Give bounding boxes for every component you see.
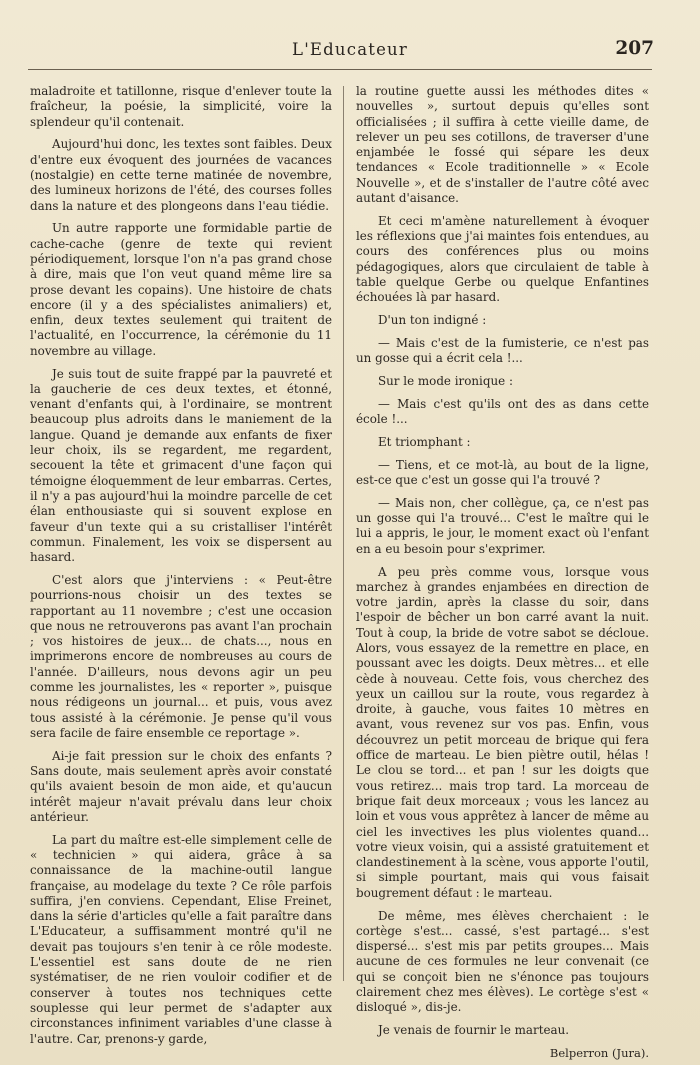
dialogue-line: — Mais c'est de la fumisterie, ce n'est pas un gosse qui a écrit cela !... bbox=[356, 335, 649, 366]
paragraph: Je venais de fournir le marteau. bbox=[378, 1023, 570, 1038]
page-header bbox=[0, 40, 700, 64]
right-column bbox=[356, 84, 649, 1061]
journal-title: L'Educateur bbox=[292, 40, 408, 59]
paragraph: Je suis tout de suite frappé par la pauvreté et la gaucherie de ces deux textes, et étonné, venant d'enfants qui, à l'ordinaire, se montrent beaucoup plus adroits dans le maniement de la langue. Quand je demande aux enfants de fixer leur choix, ils se regardent, me regardent, secouent la tête et grimacent d'une façon qui témoigne éloquemment de leur embarras. Certes, il n'y a pas aujourd'hui la moindre parcelle de cet élan enthousiaste qui si souvent explose en faveur d'un texte qui a su cristalliser l'intérêt commun. Finalement, les voix se dispersent au hasard. bbox=[30, 366, 332, 565]
paragraph: La part du maître est-elle simplement celle de « technicien » qui aidera, grâce à sa connaissance de la machine-outil langue française, au modelage du texte ? Ce rôle parfois suffira, j'en conviens. Cependant, Elise Freinet, dans la série d'articles qu'elle a fait paraître dans L'Educateur, a suffisamment montré qu'il ne devait pas toujours s'en tenir à ce rôle modeste. L'essentiel est sans doute de ne rien systématiser, de ne rien vouloir codifier et de conserver à toutes nos techniques cette souplesse qui leur permet de s'adapter aux circonstances infiniment variables d'une classe à l'autre. Car, prenons-y garde, bbox=[30, 832, 332, 1046]
left-column bbox=[30, 84, 332, 1054]
paragraph: la routine guette aussi les méthodes dites « nouvelles », surtout depuis qu'elles sont officialisées ; il suffira à cette vieille dame, de relever un peu ses cotillons, de traverser d'une enjambée le fossé qui sépare les deux tendances « Ecole traditionnelle » « Ecole Nouvelle », et de s'installer de l'autre côté avec autant d'aisance. bbox=[356, 84, 649, 206]
dialogue-line: D'un ton indigné : bbox=[378, 313, 487, 328]
author-signature: Belperron (Jura). bbox=[549, 1045, 649, 1060]
column-divider bbox=[343, 86, 344, 981]
paragraph: A peu près comme vous, lorsque vous marchez à grandes enjambées en direction de votre jardin, après la classe du soir, dans l'espoir de bêcher un bon carré avant la nuit. Tout à coup, la bride de votre sabot se décloue. Alors, vous essayez de la remettre en place, en poussant avec les doigts. Deux mètres... et elle cède à nouveau. Cette fois, vous cherchez des yeux un caillou sur la route, vous regardez à droite, à gauche, vous faites 10 mètres en avant, vous revenez sur vos pas. Enfin, vous découvrez un petit morceau de brique qui fera office de marteau. Le bien piètre outil, hélas ! Le clou se tord... et pan ! sur les doigts que vous retirez... mais trop tard. La morceau de brique fait deux morceaux ; vous les lancez au loin et vous vous apprêtez à lancer de même au ciel les invectives les plus violentes quand... votre vieux voisin, qui a assisté gratuitement et clandestinement à la scène, vous apporte l'outil, si simple pourtant, mais qui vous faisait bougrement défaut : le marteau. bbox=[356, 564, 649, 900]
page-number: 207 bbox=[615, 38, 654, 59]
paragraph: Un autre rapporte une formidable partie de cache-cache (genre de texte qui revient périodiquement, lorsque l'on n'a pas grand chose à dire, mais que l'on veut quand même lire sa prose devant les copains). Une histoire de chats encore (il y a des spécialistes animaliers) et, enfin, deux textes seulement qui traitent de l'actualité, en l'occurrence, la cérémonie du 11 novembre au village. bbox=[30, 221, 332, 358]
paragraph: Aujourd'hui donc, les textes sont faibles. Deux d'entre eux évoquent des journées de vacances (nostalgie) en cette terne matinée de novembre, des lumineux horizons de l'été, des courses folles dans la nature et des plongeons dans l'eau tiédie. bbox=[30, 137, 332, 213]
dialogue-line: Et triomphant : bbox=[378, 434, 471, 449]
paragraph: De même, mes élèves cherchaient : le cortège s'est... cassé, s'est partagé... s'est dispersé... s'est mis par petits groupes... Mais aucune de ces formules ne leur convenait (ce qui se conçoit bien ne s'énonce pas toujours clairement chez mes élèves). Le cortège s'est « disloqué », dis-je. bbox=[356, 908, 649, 1015]
dialogue-line: — Mais c'est qu'ils ont des as dans cette école !... bbox=[356, 396, 649, 427]
header-rule bbox=[28, 69, 652, 70]
paragraph: Ai-je fait pression sur le choix des enfants ? Sans doute, mais seulement après avoir constaté qu'ils avaient besoin de mon aide, et qu'aucun intérêt majeur n'avait prévalu dans leur choix antérieur. bbox=[30, 748, 332, 824]
dialogue-line: Sur le mode ironique : bbox=[378, 374, 513, 389]
paragraph: Et ceci m'amène naturellement à évoquer les réflexions que j'ai maintes fois entendues, au cours des conférences plus ou moins pédagogiques, alors que circulaient de table à table quelque Gerbe ou quelque Enfantines échouées là par hasard. bbox=[356, 213, 649, 305]
paragraph: maladroite et tatillonne, risque d'enlever toute la fraîcheur, la poésie, la simplicité, voire la splendeur qu'il contenait. bbox=[30, 84, 332, 129]
dialogue-line: — Mais non, cher collègue, ça, ce n'est pas un gosse qui l'a trouvé... C'est le maître qui le lui a appris, le jour, le moment exact où l'enfant en a eu besoin pour s'exprimer. bbox=[356, 495, 649, 556]
paragraph: C'est alors que j'interviens : « Peut-être pourrions-nous choisir un des textes se rapportant au 11 novembre ; c'est une occasion que nous ne retrouverons pas avant l'an prochain ; vos histoires de jeux... de chats..., nous en imprimerons encore de nombreuses au cours de l'année. D'ailleurs, nous devons agir un peu comme les journalistes, les « reporter », puisque nous rédigeons un journal... et puis, vous avez tous assisté à la cérémonie. Je pense qu'il vous sera facile de faire ensemble ce reportage ». bbox=[30, 572, 332, 740]
dialogue-line: — Tiens, et ce mot-là, au bout de la ligne, est-ce que c'est un gosse qui l'a trouvé ? bbox=[356, 457, 649, 488]
